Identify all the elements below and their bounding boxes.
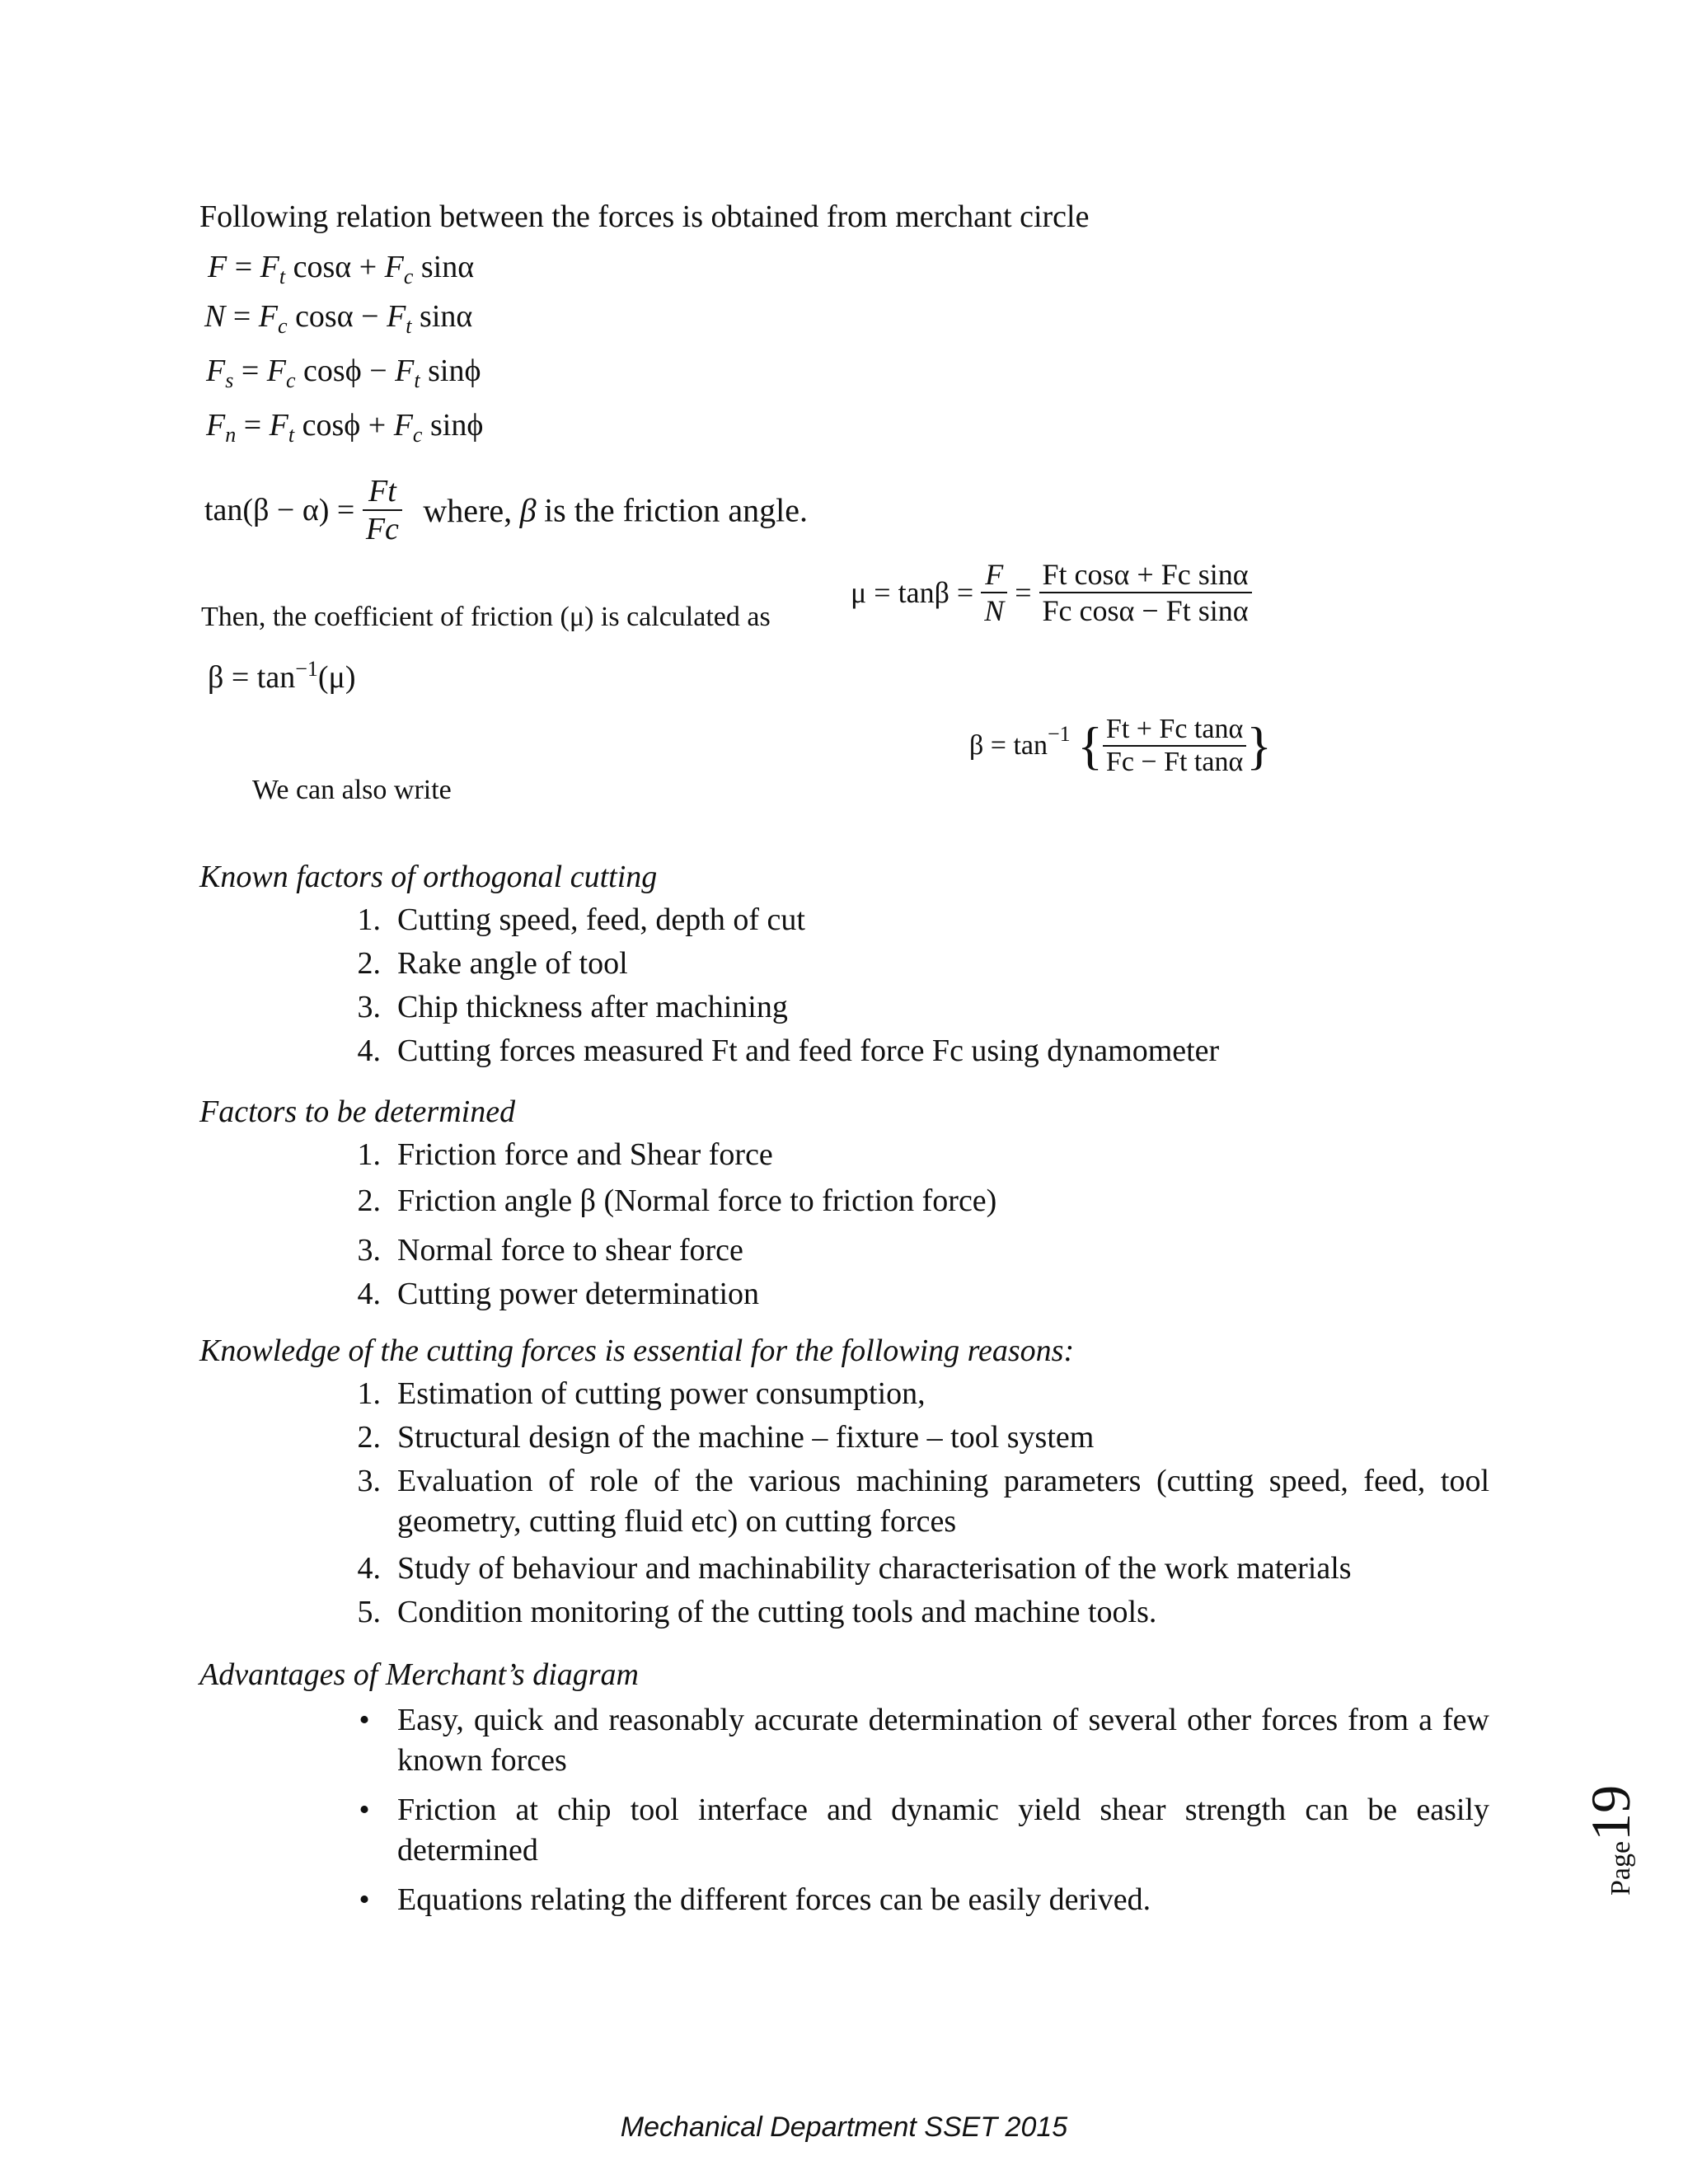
- equation-friction-angle: tan(β − α) = $\frac{Ft}{Fc}$ where, β is the friction angle.: [204, 474, 808, 546]
- also-write-text: We can also write: [252, 775, 452, 805]
- section-heading-known-factors: Known factors of orthogonal cutting: [199, 860, 658, 894]
- equation-normal-shear-force: $F_n = F_t$ $\cos\phi + F_c$ sinϕ: [206, 408, 484, 447]
- section-heading-advantages: Advantages of Merchant’s diagram: [199, 1657, 640, 1692]
- page-number-label: [1578, 1785, 1643, 1896]
- coefficient-of-friction-text: Then, the coefficient of friction (μ) is calculated as: [201, 602, 771, 632]
- equation-beta-tan-form: $\beta = \tan^{-1}$ { $\frac{\text{Ft + Fc tanα}}{\text{Fc − Ft tanα}}$ }: [969, 714, 1273, 777]
- equation-coefficient-of-friction: μ = tanβ = $\frac{F}{N}$ = $\frac{\text{Ft cosα + Fc sinα}}{\text{Fc cosα − Ft sinα}}$: [851, 557, 1252, 628]
- section-heading-factors-determined: Factors to be determined: [199, 1094, 516, 1129]
- equation-beta-from-mu: $\beta = \tan^{-1}(\mu)$: [208, 657, 356, 695]
- section-heading-knowledge-of-forces: Knowledge of the cutting forces is essential for the following reasons:: [199, 1333, 1075, 1368]
- page-footer: Mechanical Department SSET 2015: [620, 2111, 1068, 2143]
- page-number: 19: [1579, 1784, 1642, 1841]
- equation-shear-force: $F_s = F_c$ $\cos\phi - F_t$ sinϕ: [206, 354, 481, 392]
- equation-friction-force: $F = F_t$ $\cos\alpha + F_c$ sinα: [208, 250, 475, 288]
- equation-normal-force: $N = F_c$ $\cos\alpha - F_t$ sinα: [204, 299, 473, 338]
- intro-text: Following relation between the forces is obtained from merchant circle: [199, 199, 1090, 234]
- page-word: Page: [1606, 1840, 1636, 1896]
- document-page: Following relation between the forces is obtained from merchant circle $F = F_t$ $\cos\alpha + F_c$ sinα $N = F_c$ $\cos\alpha - F_t$ sinα $F_s = F_c$ $\cos\phi - F_t$ sinϕ $F_n = F_t$ $\cos\phi + F_c$ sinϕ tan(β − α) = $\frac{Ft}{Fc}$ where, β is the friction angle. Then, the coefficient of friction (μ) is calculated as μ = tanβ = $\frac{F}{N}$ = $\frac{\text{Ft cosα + Fc sinα}}{\text{Fc cosα − Ft sinα}}$ $\beta = \tan^{-1}(\mu)$ We can also write $\beta = \tan^{-1}$ { $\frac{\text{Ft + Fc tanα}}{\text{Fc − Ft tanα}}$ } Known factors of orthogonal cutting 1. Cutting speed, feed, depth of cut 2. Rake angle of tool 3. Chip thickness after machining 4. Cutting forces measured Ft and feed force Fc using dynamometer Factors to be determined 1. Friction force and Shear force 2. Friction angle β (Normal force to friction force) 3. Normal force to shear force 4. Cutting power determination Knowledge of the cutting forces is essential for the following reasons: 1. Estimation of cutting power consumption, 2. Structural design of the machine – fixture – tool system 3. Evaluation of role of the various machining parameters (cutting speed, feed, tool geometry, cutting fluid etc) on cutting forces 4. Study of behaviour and machinability characterisation of the work materials 5. Condition monitoring of the cutting tools and machine tools. Advantages of Merchant’s diagram • Easy, quick and reasonably accurate determination of several other forces from a few known forces • Friction at chip tool interface and dynamic yield shear strength can be easily determined • Equations relating the different forces can be easily derived. Page19 Mechanical Department SSET 2015: [0, 0, 1688, 2184]
